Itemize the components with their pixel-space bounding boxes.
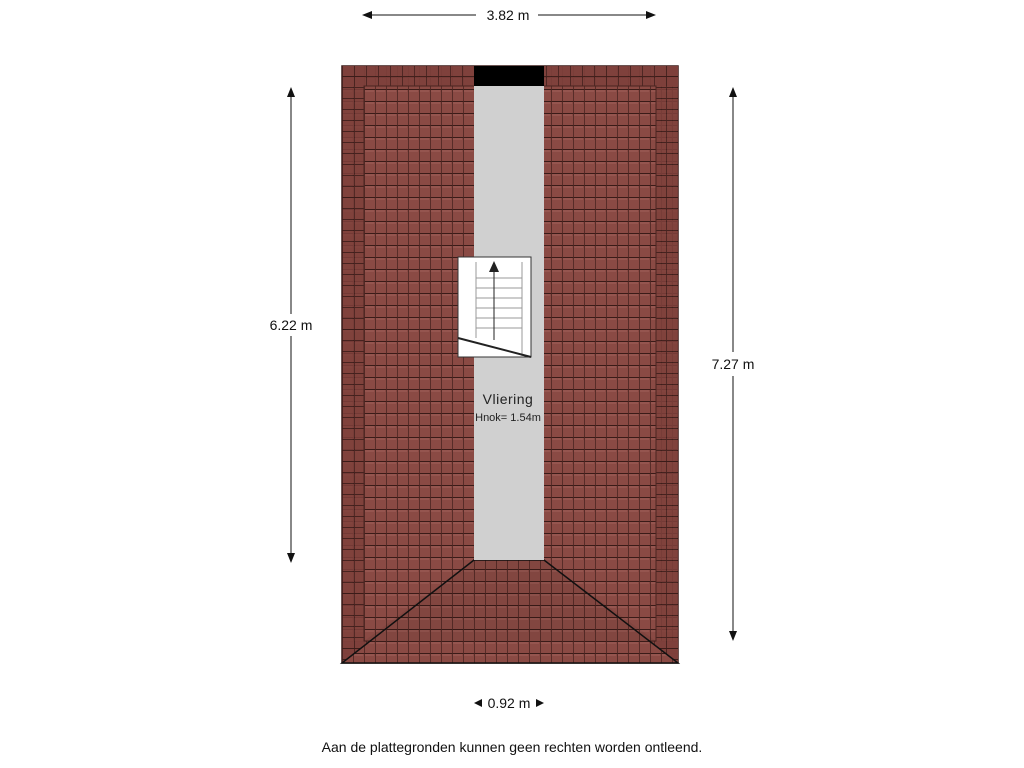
arrow-down-icon — [729, 631, 737, 641]
dimension-right — [712, 87, 755, 641]
arrow-down-icon — [287, 553, 295, 563]
staircase — [458, 257, 531, 357]
dimension-bottom — [474, 695, 544, 711]
arrow-right-icon — [646, 11, 656, 19]
dimension-top-label: 3.82 m — [486, 7, 530, 23]
roof-eave-left — [342, 66, 364, 663]
chimney — [474, 66, 544, 86]
dimension-bottom-label: 0.92 m — [487, 695, 531, 711]
dimension-left-label: 6.22 m — [269, 317, 313, 333]
arrow-up-icon — [729, 87, 737, 97]
roof-eave-right — [656, 66, 678, 663]
disclaimer: Aan de plattegronden kunnen geen rechten worden ontleend. — [321, 739, 703, 755]
arrow-right-icon — [536, 699, 544, 707]
arrow-left-icon — [362, 11, 372, 19]
arrow-up-icon — [287, 87, 295, 97]
room-name: Vliering — [482, 391, 534, 407]
dimension-top — [362, 7, 656, 23]
arrow-left-icon — [474, 699, 482, 707]
room-ridge-height: Hnok= 1.54m — [475, 412, 541, 424]
dimension-right-label: 7.27 m — [711, 356, 755, 372]
dimension-left — [270, 87, 313, 563]
